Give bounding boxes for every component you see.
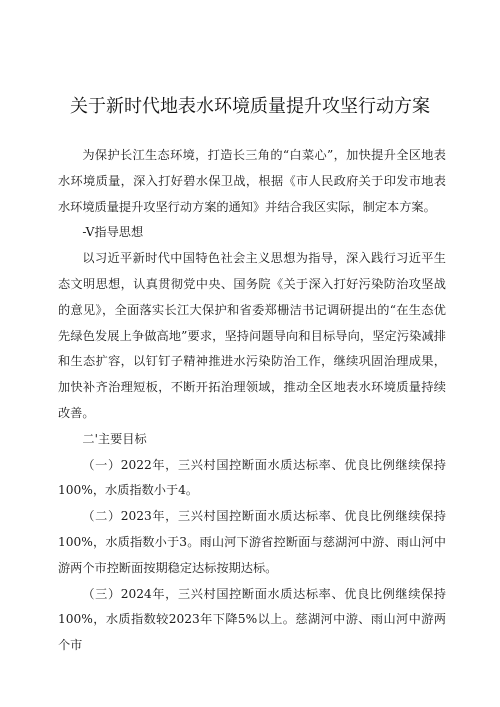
section-heading-guiding-ideology: -V指导思想 xyxy=(82,225,144,240)
goal-item-2023: （二）2023年，三兴村国控断面水质达标率、优良比例继续保持100%，水质指数小于3。雨山河下游省控断面与慈湖河中游、雨山河中游两个市控断面按期稳定达标按期达标。 xyxy=(58,509,446,575)
section-heading-main-goals: 二'主要目标 xyxy=(82,431,147,446)
goal-item-2024: （三）2024年，三兴村国控断面水质达标率、优良比例继续保持100%，水质指数较2023年下降5%以上。慈湖河中游、雨山河中游两个市 xyxy=(58,586,446,653)
document-title: 关于新时代地表水环境质量提升攻坚行动方案 xyxy=(70,96,430,117)
goal-item-2022: （一）2022年，三兴村国控断面水质达标率、优良比例继续保持100%，水质指数小于4。 xyxy=(58,457,446,498)
intro-paragraph: 为保护长江生态环境，打造长三角的“白菜心”，加快提升全区地表水环境质量，深入打好碧水保卫战，根据《市人民政府关于印发市地表水环境质量提升攻坚行动方案的通知》并结合我区实际，制定本方案。 xyxy=(58,148,446,214)
document-body xyxy=(58,143,446,659)
guiding-ideology-paragraph: 以习近平新时代中国特色社会主义思想为指导，深入践行习近平生态文明思想，认真贯彻党中央、国务院《关于深入打好污染防治攻坚战的意见》，全面落实长江大保护和省委郑栅洁书记调研提出的“在生态优先绿色发展上争做高地”要求，坚持问题导向和目标导向，坚定污染减排和生态扩容，以钉钉子精神推进水污染防治工作，继续巩固治理成果，加快补齐治理短板，不断开拓治理领域，推动全区地表水环境质量持续改善。 xyxy=(58,251,446,420)
